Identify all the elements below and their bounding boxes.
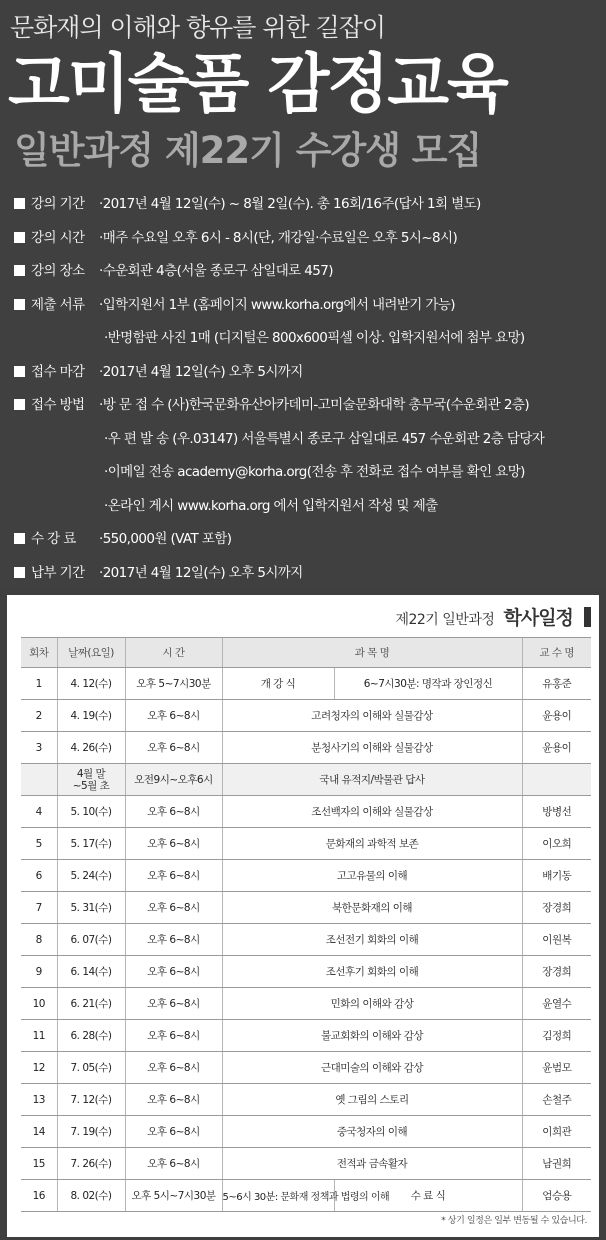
date-cell: 6. 21(수)	[57, 988, 125, 1020]
info-row	[14, 362, 604, 396]
date-cell: 4. 26(수)	[57, 732, 125, 764]
table-row	[21, 892, 591, 924]
subject-cell-a: 5~6시 30분: 문화재 정책과 법령의 이해	[222, 1180, 334, 1212]
subject-cell: 조선전기 회화의 이해	[222, 924, 522, 956]
session-no-cell: 6	[21, 860, 57, 892]
schedule-table	[21, 637, 591, 1212]
time-cell: 오후 6~8시	[125, 924, 222, 956]
table-row	[21, 1020, 591, 1052]
square-bullet-icon	[14, 265, 25, 276]
title-bar-mark	[584, 607, 591, 627]
col-header-time: 시 간	[125, 638, 222, 668]
info-value: ·온라인 게시 www.korha.org 에서 입학지원서 작성 및 제출	[104, 497, 438, 514]
info-row	[14, 496, 604, 530]
header-subtitle: 문화재의 이해와 향유를 위한 길잡이	[10, 13, 386, 42]
subject-cell: 북한문화재의 이해	[222, 892, 522, 924]
session-no-cell: 16	[21, 1180, 57, 1212]
table-row	[21, 924, 591, 956]
time-cell: 오후 6~8시	[125, 1084, 222, 1116]
time-cell: 오후 6~8시	[125, 860, 222, 892]
session-no-cell: 1	[21, 668, 57, 700]
professor-cell: 장경희	[522, 892, 591, 924]
subject-cell: 국내 유적지/박물관 답사	[222, 764, 522, 796]
date-cell: 4. 19(수)	[57, 700, 125, 732]
info-value: ·2017년 4월 12일(수) 오후 5시까지	[99, 363, 303, 380]
professor-cell: 장경희	[522, 956, 591, 988]
time-cell: 오후 5~7시30분	[125, 668, 222, 700]
info-row	[14, 328, 604, 362]
time-cell: 오후 6~8시	[125, 892, 222, 924]
info-label: 접수 방법	[31, 397, 85, 413]
subject-cell-a: 개 강 식	[222, 668, 334, 700]
info-row	[14, 395, 604, 429]
time-cell: 오후 6~8시	[125, 732, 222, 764]
date-cell: 7. 05(수)	[57, 1052, 125, 1084]
time-cell: 오후 6~8시	[125, 828, 222, 860]
session-no-cell: 4	[21, 796, 57, 828]
professor-cell: 남권희	[522, 1148, 591, 1180]
session-no-cell: 2	[21, 700, 57, 732]
square-bullet-icon	[14, 299, 25, 310]
col-header-professor: 교 수 명	[522, 638, 591, 668]
professor-cell: 방병선	[522, 796, 591, 828]
date-cell: 5. 10(수)	[57, 796, 125, 828]
professor-cell: 윤용이	[522, 700, 591, 732]
subject-cell: 문화재의 과학적 보존	[222, 828, 522, 860]
time-cell: 오후 6~8시	[125, 956, 222, 988]
time-cell: 오후 5시~7시30분	[125, 1180, 222, 1212]
square-bullet-icon	[14, 232, 25, 243]
session-no-cell: 12	[21, 1052, 57, 1084]
schedule-title	[395, 603, 591, 629]
info-label: 접수 마감	[31, 363, 85, 380]
professor-cell: 윤용이	[522, 732, 591, 764]
header-banner	[0, 0, 606, 590]
info-row	[14, 194, 604, 228]
schedule-title-main: 학사일정	[503, 607, 573, 629]
col-header-date: 날짜(요일)	[57, 638, 125, 668]
time-cell: 오후 6~8시	[125, 1020, 222, 1052]
info-value: ·입학지원서 1부 (홈페이지 www.korha.org에서 내려받기 가능)	[99, 296, 455, 313]
table-row	[21, 1084, 591, 1116]
schedule-panel	[7, 595, 599, 1237]
session-no-cell: 14	[21, 1116, 57, 1148]
info-value: ·방 문 접 수 (사)한국문화유산아카데미-고미술문화대학 총무국(수운회관 2층)	[99, 397, 529, 413]
time-cell: 오후 6~8시	[125, 1116, 222, 1148]
square-bullet-icon	[14, 366, 25, 377]
info-value: ·550,000원 (VAT 포함)	[99, 531, 232, 547]
info-value: ·우 편 발 송 (우.03147) 서울특별시 종로구 삼일대로 457 수운회관 2층 담당자	[104, 430, 545, 447]
time-cell: 오후 6~8시	[125, 700, 222, 732]
date-cell	[57, 764, 125, 796]
date-cell: 5. 31(수)	[57, 892, 125, 924]
session-no-cell: 7	[21, 892, 57, 924]
session-no-cell	[21, 764, 57, 796]
info-row	[14, 563, 604, 597]
col-header-subject: 과 목 명	[222, 638, 522, 668]
subject-cell: 불교회화의 이해와 감상	[222, 1020, 522, 1052]
table-header-row	[21, 638, 591, 668]
professor-cell: 손철주	[522, 1084, 591, 1116]
professor-cell	[522, 764, 591, 796]
subject-cell: 고려청자의 이해와 실물감상	[222, 700, 522, 732]
session-no-cell: 9	[21, 956, 57, 988]
professor-cell: 김정희	[522, 1020, 591, 1052]
subject-cell: 분청사기의 이해와 실물감상	[222, 732, 522, 764]
date-cell: 6. 14(수)	[57, 956, 125, 988]
info-row	[14, 228, 604, 262]
session-no-cell: 8	[21, 924, 57, 956]
info-row	[14, 295, 604, 329]
date-cell: 7. 12(수)	[57, 1084, 125, 1116]
info-label: 수 강 료	[31, 531, 76, 547]
date-line: 4월 말	[76, 767, 106, 780]
subject-cell: 전적과 금속활자	[222, 1148, 522, 1180]
professor-cell: 유홍준	[522, 668, 591, 700]
table-row	[21, 668, 591, 700]
table-row	[21, 796, 591, 828]
session-no-cell: 10	[21, 988, 57, 1020]
time-cell: 오후 6~8시	[125, 796, 222, 828]
session-no-cell: 5	[21, 828, 57, 860]
date-cell: 5. 17(수)	[57, 828, 125, 860]
table-row	[21, 764, 591, 796]
time-cell: 오후 6~8시	[125, 988, 222, 1020]
table-row	[21, 860, 591, 892]
subject-cell: 옛 그림의 스토리	[222, 1084, 522, 1116]
info-value: ·반명함판 사진 1매 (디지털은 800x600픽셀 이상. 입학지원서에 첨부 요망)	[104, 330, 525, 346]
date-cell: 7. 26(수)	[57, 1148, 125, 1180]
subject-cell: 근대미술의 이해와 감상	[222, 1052, 522, 1084]
subject-cell-b: 수 료 식	[334, 1180, 522, 1212]
time-cell: 오전9시~오후6시	[125, 764, 222, 796]
footnote: * 상기 일정은 일부 변동될 수 있습니다.	[441, 1216, 587, 1226]
col-header-no: 회차	[21, 638, 57, 668]
professor-cell: 이오희	[522, 828, 591, 860]
table-row	[21, 1148, 591, 1180]
square-bullet-icon	[14, 399, 25, 410]
subject-cell: 고고유물의 이해	[222, 860, 522, 892]
time-cell: 오후 6~8시	[125, 1052, 222, 1084]
info-label: 제출 서류	[31, 296, 85, 313]
date-cell: 6. 28(수)	[57, 1020, 125, 1052]
time-cell: 오후 6~8시	[125, 1148, 222, 1180]
professor-cell: 배기동	[522, 860, 591, 892]
info-row	[14, 462, 604, 496]
date-cell: 7. 19(수)	[57, 1116, 125, 1148]
info-value: ·2017년 4월 12일(수) ~ 8월 2일(수). 총 16회/16주(답사 1회 별도)	[99, 196, 481, 212]
table-row	[21, 1116, 591, 1148]
subject-cell-b: 6~7시30분: 명작과 장인정신	[334, 668, 522, 700]
info-row	[14, 261, 604, 295]
session-no-cell: 15	[21, 1148, 57, 1180]
date-cell: 8. 02(수)	[57, 1180, 125, 1212]
date-cell: 6. 07(수)	[57, 924, 125, 956]
professor-cell: 윤열수	[522, 988, 591, 1020]
info-label: 강의 시간	[31, 229, 85, 246]
date-cell: 5. 24(수)	[57, 860, 125, 892]
square-bullet-icon	[14, 567, 25, 578]
table-row	[21, 988, 591, 1020]
professor-cell: 윤범모	[522, 1052, 591, 1084]
square-bullet-icon	[14, 533, 25, 544]
recruit-title: 일반과정 제22기 수강생 모집	[14, 129, 482, 172]
session-no-cell: 11	[21, 1020, 57, 1052]
table-row	[21, 700, 591, 732]
square-bullet-icon	[14, 198, 25, 209]
info-value: ·이메일 전송 academy@korha.org(전송 후 전화로 접수 여부를 확인 요망)	[104, 464, 525, 480]
professor-cell: 이원복	[522, 924, 591, 956]
info-label: 납부 기간	[31, 564, 85, 581]
info-value: ·매주 수요일 오후 6시 - 8시(단, 개강일·수료일은 오후 5시~8시)	[99, 229, 458, 246]
info-label: 강의 기간	[31, 196, 85, 212]
table-row	[21, 828, 591, 860]
info-row	[14, 429, 604, 463]
subject-cell: 중국청자의 이해	[222, 1116, 522, 1148]
info-label: 강의 장소	[31, 263, 85, 279]
info-value: ·수운회관 4층(서울 종로구 삼일대로 457)	[99, 263, 333, 279]
info-list	[14, 194, 604, 663]
professor-cell: 이희관	[522, 1116, 591, 1148]
table-row	[21, 956, 591, 988]
date-cell: 4. 12(수)	[57, 668, 125, 700]
date-line: ~5월 초	[72, 779, 110, 792]
subject-cell: 조선후기 회화의 이해	[222, 956, 522, 988]
subject-cell: 민화의 이해와 감상	[222, 988, 522, 1020]
table-row	[21, 1052, 591, 1084]
table-row	[21, 1180, 591, 1212]
page-title: 고미술품 감정교육	[8, 48, 507, 122]
session-no-cell: 3	[21, 732, 57, 764]
professor-cell: 엄승용	[522, 1180, 591, 1212]
table-row	[21, 732, 591, 764]
schedule-title-prefix: 제22기 일반과정	[395, 612, 495, 628]
info-row	[14, 529, 604, 563]
info-value: ·2017년 4월 12일(수) 오후 5시까지	[99, 564, 303, 581]
session-no-cell: 13	[21, 1084, 57, 1116]
subject-cell: 조선백자의 이해와 실물감상	[222, 796, 522, 828]
